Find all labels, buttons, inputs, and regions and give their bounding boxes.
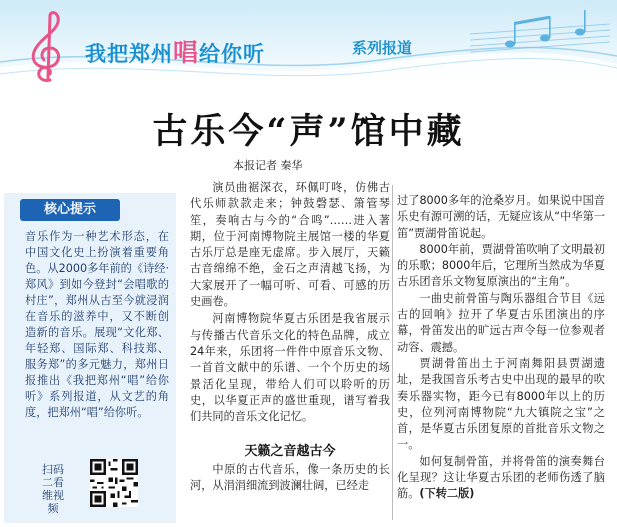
continued-note[interactable]: (下转二版) bbox=[419, 487, 475, 501]
article-headline: 古乐今“声”馆中藏 bbox=[152, 111, 465, 152]
qr-caption: 扫码二看维视频 bbox=[42, 463, 64, 515]
column-banner bbox=[0, 0, 617, 88]
treble-clef-icon bbox=[20, 10, 75, 86]
title-part2: 给你听 bbox=[199, 42, 266, 66]
title-big-char: 唱 bbox=[173, 38, 200, 67]
core-tips-label: 核心提示 bbox=[20, 199, 120, 221]
paragraph: 贾湖骨笛出土于河南舞阳县贾湖遗址，是我国音乐考古史中出现的最早的吹奏乐器实物，距今已有8000年以上的历史，位列河南博物院“九大镇院之宝”之首，是华夏古乐团复原的首批音乐文物之一。 bbox=[397, 356, 605, 452]
qr-code-icon[interactable] bbox=[90, 459, 138, 507]
paragraph: 过了8000多年的沧桑岁月。如果说中国音乐史有源可溯的话，无疑应该从“中华第一笛”贾湖骨笛说起。 bbox=[397, 194, 605, 240]
column-1-continued bbox=[190, 462, 390, 495]
section-subheading: 天籁之音越古今 bbox=[244, 444, 336, 459]
column-1 bbox=[190, 180, 390, 425]
title-part1: 我把郑州 bbox=[85, 42, 173, 66]
core-tips-text: 音乐作为一种艺术形态，在中国文化史上扮演着重要角色。从2000多年前的《诗经·郑风》到如今登封“会唱歌的村庄”，郑州从古至今就浸润在音乐的滋养中，又不断创造新的音乐。展现“文化郑、年轻郑、国际郑、科技郑、服务郑”的多元魅力，郑州日报推出《我把郑州“唱”给你听》系列报道，从文艺的角度，把郑州“唱”给你听。 bbox=[25, 230, 169, 419]
column-2 bbox=[397, 193, 605, 503]
paragraph-text: 如何复制骨笛，并将骨笛的演奏舞台化呈现？这让华夏古乐团的老师伤透了脑筋。 bbox=[397, 454, 605, 501]
series-label: 系列报道 bbox=[352, 39, 413, 57]
article-byline: 本报记者 秦华 bbox=[233, 159, 303, 172]
paragraph: 8000年前，贾湖骨笛吹响了文明最初的乐歌；8000年后，它理所当然成为华夏古乐团音乐文物复原演出的“主角”。 bbox=[397, 242, 605, 289]
core-tips-sidebar bbox=[4, 193, 176, 523]
paragraph bbox=[397, 454, 605, 503]
column-divider bbox=[392, 185, 393, 520]
paragraph: 一曲史前骨笛与陶乐器组合节目《远古的回响》拉开了华夏古乐团演出的序幕，骨笛发出的旷远古声令每一位参观者动容、震撼。 bbox=[397, 291, 605, 354]
music-notes-icon bbox=[470, 4, 610, 84]
paragraph: 中原的古代音乐，像一条历史的长河，从涓涓细流到波澜壮阔，已经走 bbox=[190, 463, 390, 493]
column-title bbox=[85, 33, 265, 69]
paragraph: 演员曲裾深衣，环佩叮咚，仿佛古代乐师款款走来；钟鼓磬瑟、箫管琴笙，奏响古与今的“合鸣”……进入著期，位于河南博物院主展馆一楼的华夏古乐厅总是座无虚席。步入展厅，天籁古音绵绵不绝，金石之声清越飞扬，为大家展开了一幅可听、可看、可感的历史画卷。 bbox=[190, 181, 390, 309]
paragraph: 河南博物院华夏古乐团是我省展示与传播古代音乐文化的特色品牌，成立24年来，乐团将一件件中原音乐文物、一首首文献中的乐谱、一个个历史的场景活化呈现，带给人们可以聆听的历史，以华夏正声的盛世重现，谱写着我们共同的音乐文化记忆。 bbox=[190, 312, 390, 424]
